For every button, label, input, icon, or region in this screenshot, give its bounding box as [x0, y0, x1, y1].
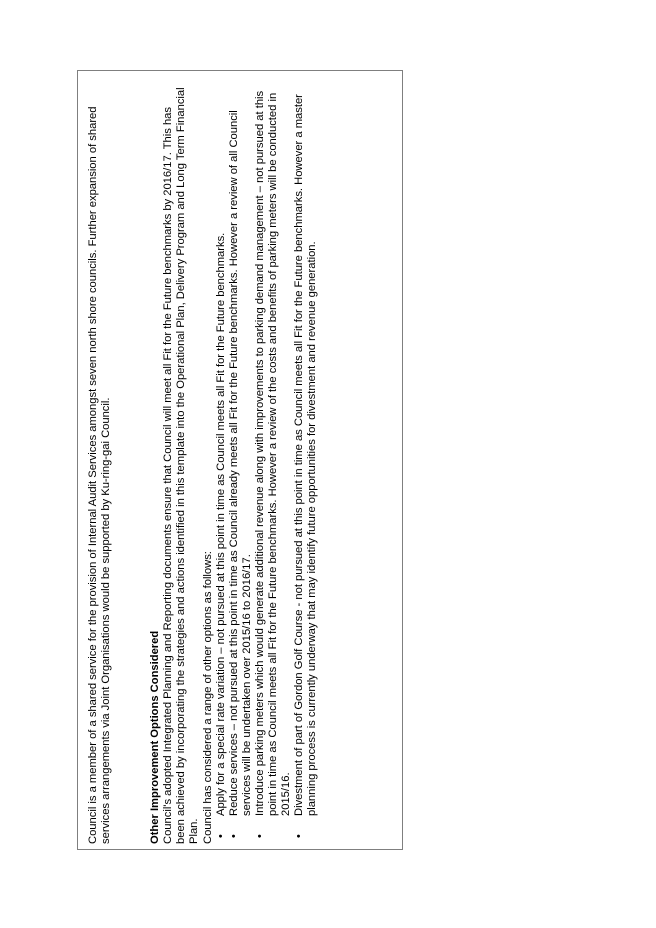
list-item-text: Divestment of part of Gordon Golf Course - not pursued at this point in time as Council meets all Fit for the Future benchmarks. However a master planning process is currently underway that may identify future opportunities for divestment and revenue generation.	[293, 94, 319, 816]
list-item	[228, 82, 254, 844]
list-item-text: Reduce services – not pursued at this point in time as Council already meets all Fit for the Future benchmarks. However a review of all Council services will be undertaken over 2015/16 to 2016/17.	[227, 110, 253, 816]
rotated-content	[81, 78, 401, 848]
bullet-icon: •	[227, 834, 240, 838]
intro-paragraph: Council's adopted Integrated Planning and Reporting documents ensure that Council will meet all Fit for the Future benchmarks by 2016/17. This has been achieved by incorporating the strategies and actions identified in this template into the Operational Plan, Delivery Program and Long Term Financial Plan.	[162, 87, 201, 844]
bullet-icon: •	[214, 834, 227, 838]
spacer	[113, 82, 149, 844]
list-item-text: Apply for a special rate variation – not pursued at this point in time as Council meets all Fit for the Future benchmarks.	[214, 232, 227, 816]
list-item	[254, 82, 293, 844]
section-heading: Other Improvement Options Considered	[149, 630, 162, 844]
options-list	[215, 82, 320, 844]
options-lead: Council has considered a range of other options as follows:	[201, 551, 214, 844]
list-item	[293, 82, 319, 844]
bullet-icon: •	[293, 834, 306, 838]
list-item	[215, 82, 228, 844]
bullet-icon: •	[253, 834, 266, 838]
shared-service-paragraph: Council is a member of a shared service for the provision of Internal Audit Services amongst seven north shore councils. Further expansion of shared services arrangements via Joint Organisations would be supported by Ku-ring-gai Council.	[87, 106, 113, 844]
list-item-text: Introduce parking meters which would generate additional revenue along with improvements to parking demand management – not pursued at this point in time as Council meets all Fit for the Future benchmarks. However a review of the costs and benefits of parking meters will be conducted in 2015/16.	[253, 90, 293, 816]
content-frame	[77, 70, 403, 850]
